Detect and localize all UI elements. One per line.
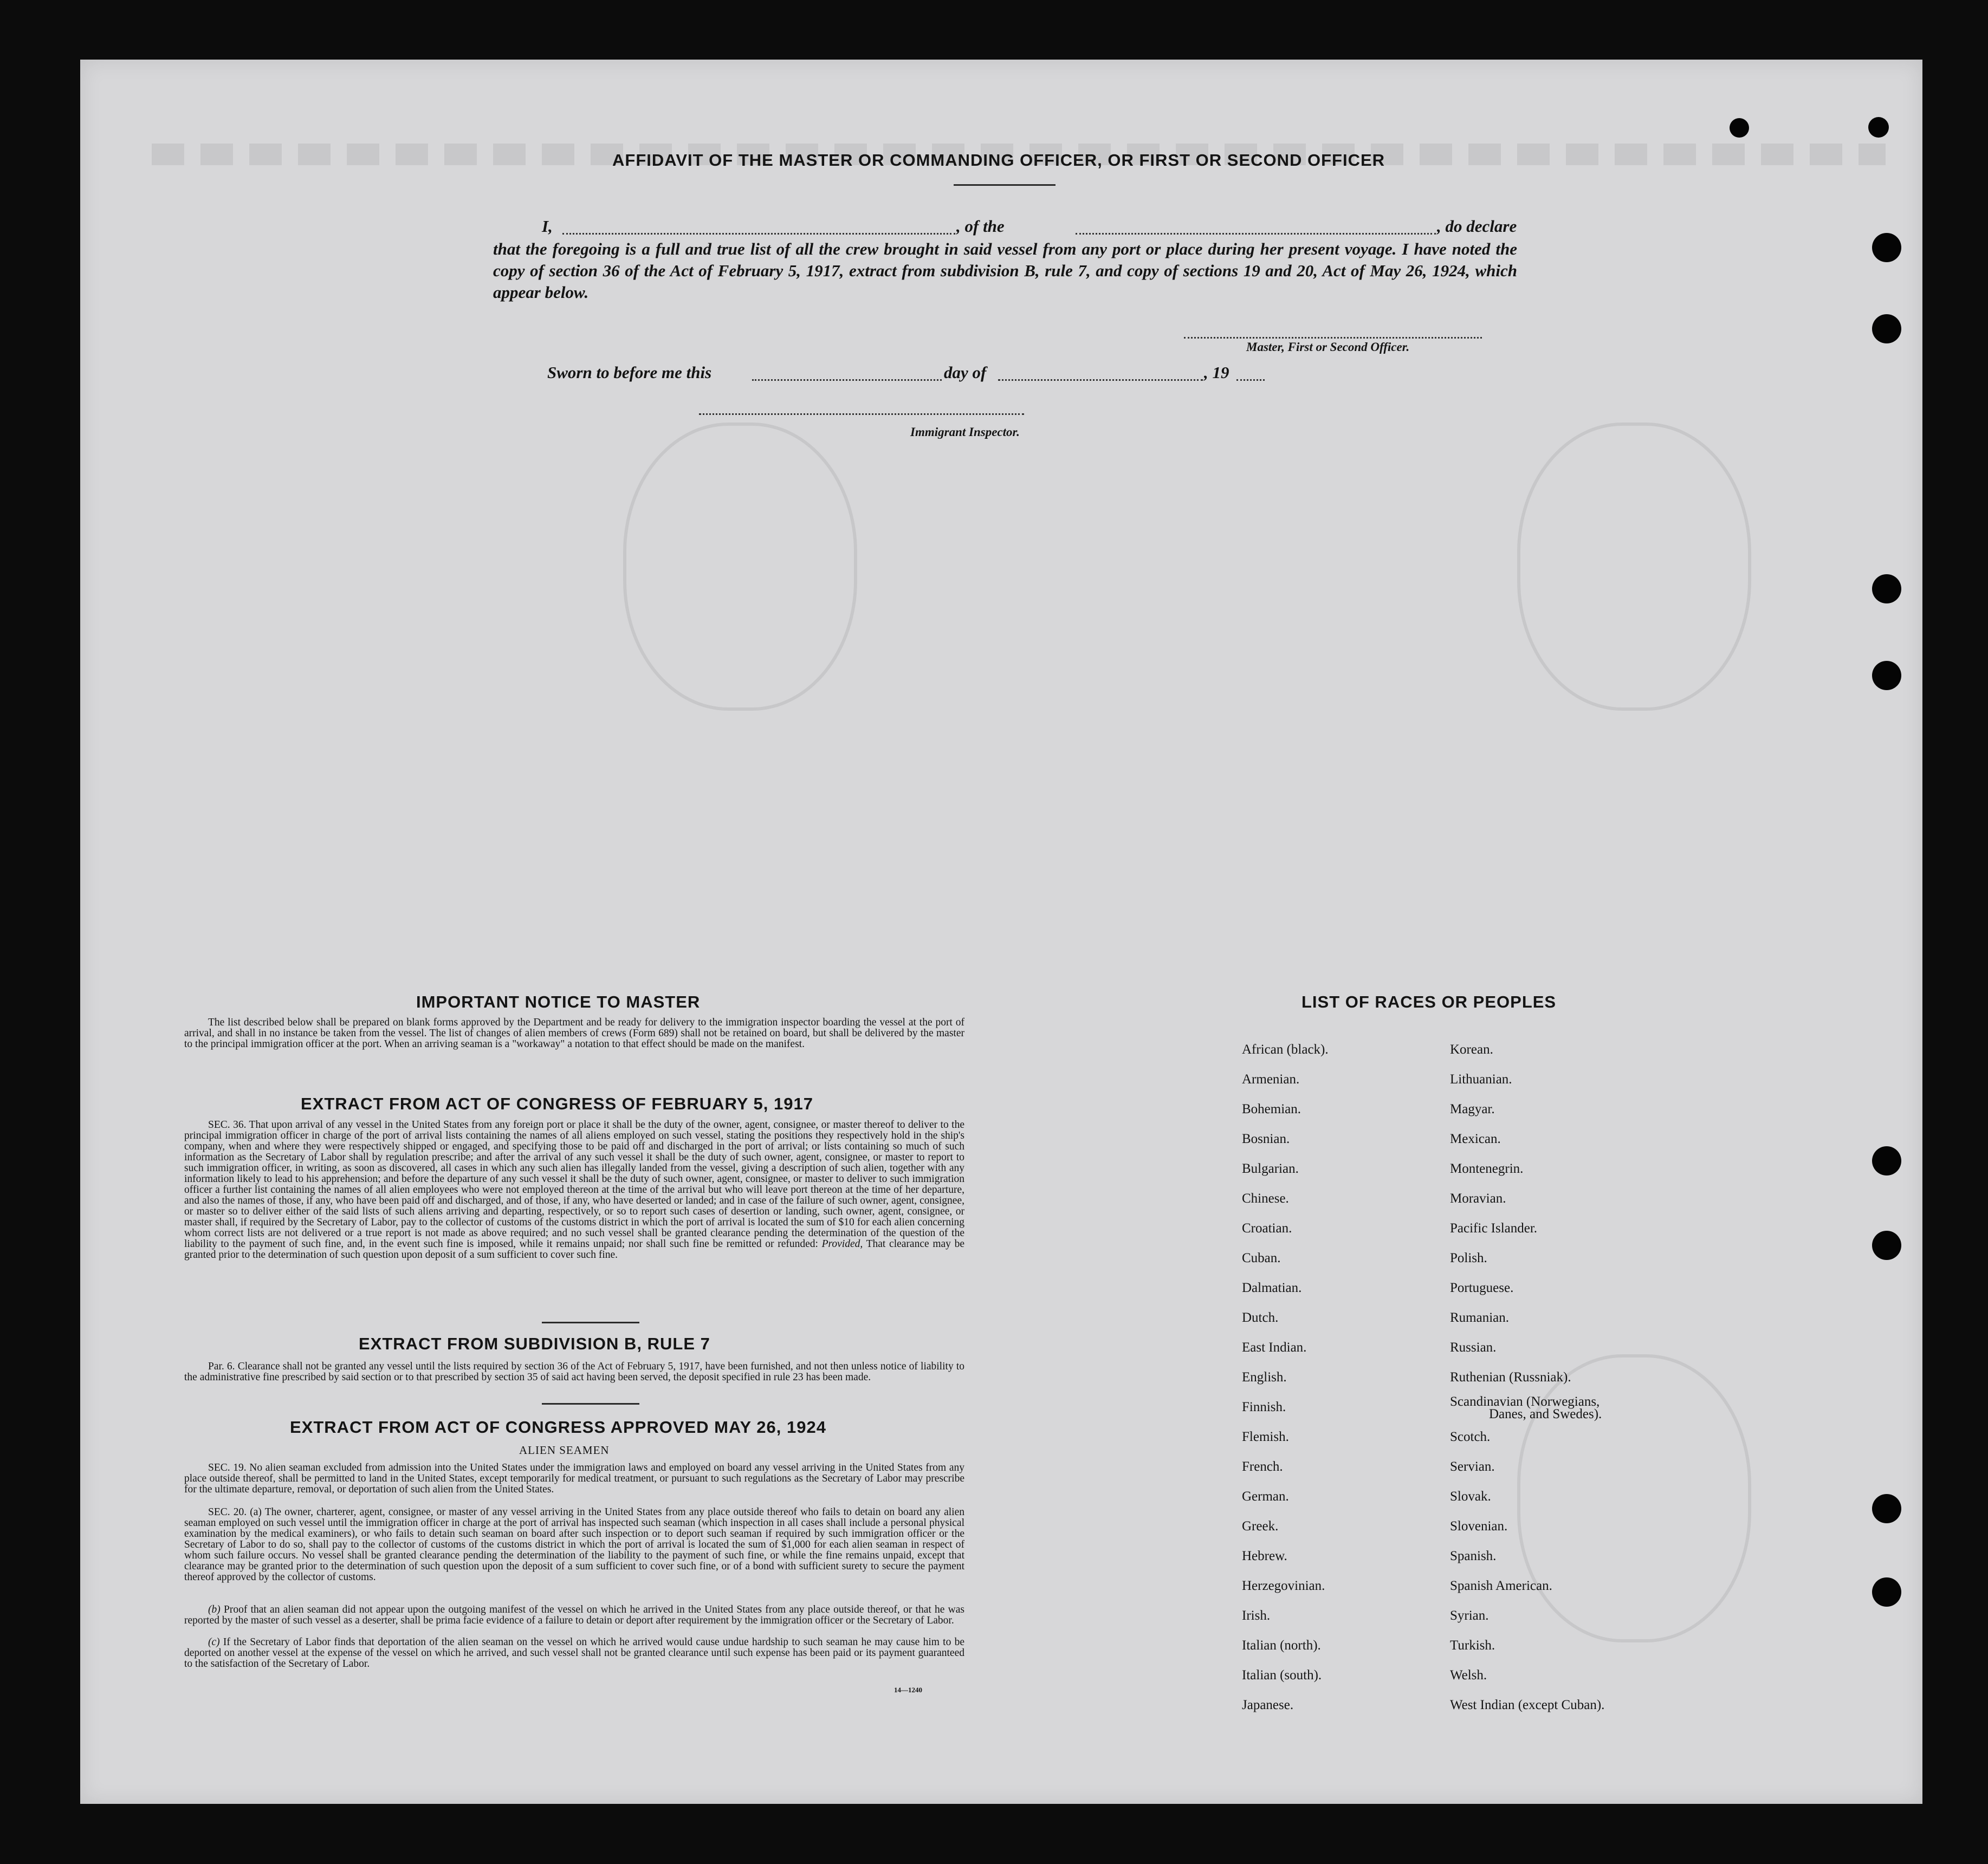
race-entry: Rumanian. xyxy=(1450,1310,1510,1325)
year-prefix-text: , 19 xyxy=(1204,363,1229,382)
do-declare-text: , do declare xyxy=(1437,217,1517,236)
race-entry: Mexican. xyxy=(1450,1132,1501,1146)
extract-1917-text-main: SEC. 36. That upon arrival of any vessel in the United States from any foreign port or place it shall be the duty of the owner, agent, consignee, or master thereof to deliver to the principal immigration officer in charge of the port of arrival lists containing the names of all aliens employed on such vessel, stating the positions they respectively hold in the ship's company, when and where they were respectively shipped or engaged, and specifying those to be paid off and discharged in the port of arrival; or lists containing so much of such information as the Secretary of Labor shall by regulation prescribe; and after the arrival of any such vessel it shall be the duty of such owner, agent, consignee, or master to report to such immigration officer, in writing, as soon as discovered, all cases in which any such alien has illegally landed from the vessel, giving a description of such alien, together with any information likely to lead to his apprehension; and before the departure of any such vessel it shall be the duty of such owner, agent, consignee, or master to deliver to such immigration officer a further list containing the names of all alien employees who were not employed thereon at the time of the arrival but who will leave port thereon at the time of her departure, and also the names of those, if any, who have been paid off and discharged, and of those, if any, who have deserted or landed; and in case of the failure of such owner, agent, consignee, or master so to deliver either of the said lists of such aliens arriving and departing, respectively, or so to report such cases of desertion or landing, such owner, agent, consignee, or master shall, if required by the Secretary of Labor, pay to the collector of customs of the customs district in which the port of arrival is located the sum of $10 for each alien concerning whom correct lists are not delivered or a true report is not made as above required; and no such vessel shall be granted clearance pending the determination of the question of the liability to the payment of such fine, and, in the event such fine is imposed, while it remains unpaid; nor shall such fine be remitted or refunded: xyxy=(184,1119,964,1250)
race-entry: Scandinavian (Norwegians, xyxy=(1450,1394,1600,1409)
race-entry: Spanish. xyxy=(1450,1549,1497,1563)
binder-hole xyxy=(1872,574,1901,603)
race-entry: Magyar. xyxy=(1450,1102,1495,1116)
provided-word: Provided, xyxy=(821,1238,863,1250)
sec20a-text: SEC. 20. (a) The owner, charterer, agent, consignee, or master of any vessel arriving in the United States from any place outside thereof who fails to detain on board any alien seaman employed on such vessel until the immigration officer in charge at the port of arrival has inspected such seaman (which inspection in all cases shall include a personal physical examination by the medical examiners), or who fails to detain such seaman on board after such inspection or to deport such seaman if required by such immigration officer or the Secretary of Labor to do so, shall pay to the collector of customs of the customs district in which the port of arrival is located the sum of $1,000 for each alien seaman in respect of whom such failure occurs. No vessel shall be granted clearance pending the determination of the liability to the payment of such fine, or while the fine remains unpaid, except that clearance may be granted prior to the determination of such question upon the deposit of a sum sufficient to cover such fine, or of a bond with sufficient surety to secure the payment thereof approved by the collector of customs. xyxy=(184,1506,964,1583)
race-entry: Bulgarian. xyxy=(1242,1161,1299,1176)
race-entry: Armenian. xyxy=(1242,1072,1300,1087)
race-entry: Slovak. xyxy=(1450,1489,1491,1504)
race-entry: West Indian (except Cuban). xyxy=(1450,1698,1605,1712)
race-entry-continuation: Danes, and Swedes). xyxy=(1489,1407,1602,1421)
race-entry: Servian. xyxy=(1450,1459,1495,1474)
of-the-text: , of the xyxy=(956,217,1005,236)
race-entry: Croatian. xyxy=(1242,1221,1292,1236)
bleed-through-seal-right xyxy=(1517,423,1751,711)
race-entry: Korean. xyxy=(1450,1042,1493,1057)
race-entry: Herzegovinian. xyxy=(1242,1579,1325,1593)
day-of-text: day of xyxy=(944,363,987,382)
binder-hole xyxy=(1872,1231,1901,1260)
race-entry: Finnish. xyxy=(1242,1400,1286,1414)
race-entry: Flemish. xyxy=(1242,1430,1289,1444)
master-signature-label: Master, First or Second Officer. xyxy=(1246,340,1410,354)
sec20b-body: Proof that an alien seaman did not appear upon the outgoing manifest of the vessel on which he arrived in the United States from any place outside thereof, or that he was reported by the master of such vessel as a deserter, shall be prima facie evidence of a failure to detain or deport after requirement by the immigration officer or the Secretary of Labor. xyxy=(184,1604,964,1626)
race-entry: German. xyxy=(1242,1489,1289,1504)
binder-hole xyxy=(1872,1146,1901,1175)
binder-hole xyxy=(1872,1577,1901,1607)
race-entry: Lithuanian. xyxy=(1450,1072,1512,1087)
affidavit-title-rule xyxy=(954,184,1055,186)
race-entry: Syrian. xyxy=(1450,1608,1489,1623)
binder-hole xyxy=(1872,1494,1901,1523)
race-entry: East Indian. xyxy=(1242,1340,1307,1355)
race-entry: Italian (north). xyxy=(1242,1638,1321,1653)
sworn-line xyxy=(547,363,1268,385)
race-entry: Bohemian. xyxy=(1242,1102,1301,1116)
vessel-name-field[interactable] xyxy=(1076,233,1436,235)
race-entry: Greek. xyxy=(1242,1519,1279,1534)
race-entry: Chinese. xyxy=(1242,1191,1289,1206)
extract-1917-text xyxy=(184,1120,964,1261)
binder-hole xyxy=(1730,118,1749,138)
alien-seamen-subtitle: ALIEN SEAMEN xyxy=(519,1444,610,1457)
race-entry: Russian. xyxy=(1450,1340,1497,1355)
section-divider xyxy=(542,1322,639,1323)
race-entry: Hebrew. xyxy=(1242,1549,1287,1563)
extract-1924-title: EXTRACT FROM ACT OF CONGRESS APPROVED MAY 26, 1924 xyxy=(290,1418,826,1437)
affidavit-title: AFFIDAVIT OF THE MASTER OR COMMANDING OFFICER, OR FIRST OR SECOND OFFICER xyxy=(612,151,1385,170)
race-entry: Montenegrin. xyxy=(1450,1161,1524,1176)
binder-hole xyxy=(1872,233,1901,262)
race-entry: Cuban. xyxy=(1242,1251,1281,1265)
affidavit-body: that the foregoing is a full and true list of all the crew brought in said vessel from any port or place during her present voyage. I have noted the copy of section 36 of the Act of February 5, 1917, extract from subdivision B, rule 7, and copy of sections 19 and 20, Act of May 26, 1924, which appear below. xyxy=(493,239,1517,302)
race-entry: Dutch. xyxy=(1242,1310,1279,1325)
race-entry: Italian (south). xyxy=(1242,1668,1322,1683)
race-entry: Japanese. xyxy=(1242,1698,1294,1712)
notice-title: IMPORTANT NOTICE TO MASTER xyxy=(416,992,701,1011)
affidavit-line1 xyxy=(493,217,1517,238)
race-entry: French. xyxy=(1242,1459,1283,1474)
race-entry: Ruthenian (Russniak). xyxy=(1450,1370,1571,1385)
sec20c-label: (c) xyxy=(208,1636,220,1648)
race-entry: African (black). xyxy=(1242,1042,1329,1057)
race-entry: Slovenian. xyxy=(1450,1519,1508,1534)
race-entry: English. xyxy=(1242,1370,1287,1385)
sworn-day-field[interactable] xyxy=(752,379,942,381)
binder-hole xyxy=(1872,661,1901,690)
extract-1917-text-end: That clearance may be granted prior to the determination of such question upon deposit of a sum sufficient to cover such fine. xyxy=(184,1238,964,1261)
binder-hole xyxy=(1872,314,1901,343)
sec20b-text xyxy=(184,1605,964,1626)
bleed-through-seal-left xyxy=(623,423,857,711)
sworn-month-field[interactable] xyxy=(998,379,1203,381)
race-entry: Polish. xyxy=(1450,1251,1487,1265)
sworn-prefix: Sworn to before me this xyxy=(547,363,712,382)
race-entry: Scotch. xyxy=(1450,1430,1491,1444)
master-signature-line[interactable] xyxy=(1184,337,1482,339)
race-entry: Spanish American. xyxy=(1450,1579,1552,1593)
race-entry: Pacific Islander. xyxy=(1450,1221,1538,1236)
sec20c-text xyxy=(184,1637,964,1670)
extract-rule7-text: Par. 6. Clearance shall not be granted any vessel until the lists required by section 36 of the Act of February 5, 1917, have been furnished, and not then unless notice of liability to the administrative fine prescribed by said section or to that prescribed by section 35 of said act having been served, the deposit specified in rule 23 has been made. xyxy=(184,1361,964,1383)
extract-rule7-title: EXTRACT FROM SUBDIVISION B, RULE 7 xyxy=(359,1334,710,1353)
race-entry: Turkish. xyxy=(1450,1638,1495,1653)
sec20c-body: If the Secretary of Labor finds that deportation of the alien seaman on the vessel on which he arrived would cause undue hardship to such seaman he may cause him to be deported on another vessel at the expense of the vessel on which he arrived, and such vessel shall not be granted clearance until such expense has been paid or its payment guaranteed to the satisfaction of the Secretary of Labor. xyxy=(184,1636,964,1670)
inspector-label: Immigrant Inspector. xyxy=(910,425,1020,439)
notice-text: The list described below shall be prepared on blank forms approved by the Department and be ready for delivery to the immigration inspector boarding the vessel at the port of arrival, and shall in no instance be taken from the vessel. The list of changes of alien members of crews (Form 689) shall not be retained on board, but shall be delivered by the master to the principal immigration officer at the port. When an arriving seaman is a "workaway" a notation to that effect should be made on the manifest. xyxy=(184,1017,964,1050)
race-entry: Irish. xyxy=(1242,1608,1271,1623)
section-divider xyxy=(542,1403,639,1405)
race-entry: Bosnian. xyxy=(1242,1132,1290,1146)
form-number: 14—1240 xyxy=(894,1686,922,1694)
race-entry: Welsh. xyxy=(1450,1668,1487,1683)
inspector-signature-line[interactable] xyxy=(699,413,1024,415)
declarant-prefix: I, xyxy=(542,217,553,236)
binder-hole xyxy=(1868,117,1889,138)
sec19-text: SEC. 19. No alien seaman excluded from admission into the United States under the immigration laws and employed on board any vessel arriving in the United States from any place outside thereof, shall be permitted to land in the United States, except temporarily for medical treatment, or pursuant to such regulations as the Secretary of Labor may prescribe for the ultimate departure, removal, or deportation of such alien from the United States. xyxy=(184,1462,964,1495)
sec20b-label: (b) xyxy=(208,1604,221,1615)
declarant-name-field[interactable] xyxy=(562,233,955,235)
race-entry: Dalmatian. xyxy=(1242,1281,1302,1295)
sworn-year-field[interactable] xyxy=(1236,379,1265,381)
extract-1917-title: EXTRACT FROM ACT OF CONGRESS OF FEBRUARY 5, 1917 xyxy=(301,1094,813,1113)
race-entry: Moravian. xyxy=(1450,1191,1506,1206)
race-entry: Portuguese. xyxy=(1450,1281,1514,1295)
races-title: LIST OF RACES OR PEOPLES xyxy=(1301,992,1557,1011)
